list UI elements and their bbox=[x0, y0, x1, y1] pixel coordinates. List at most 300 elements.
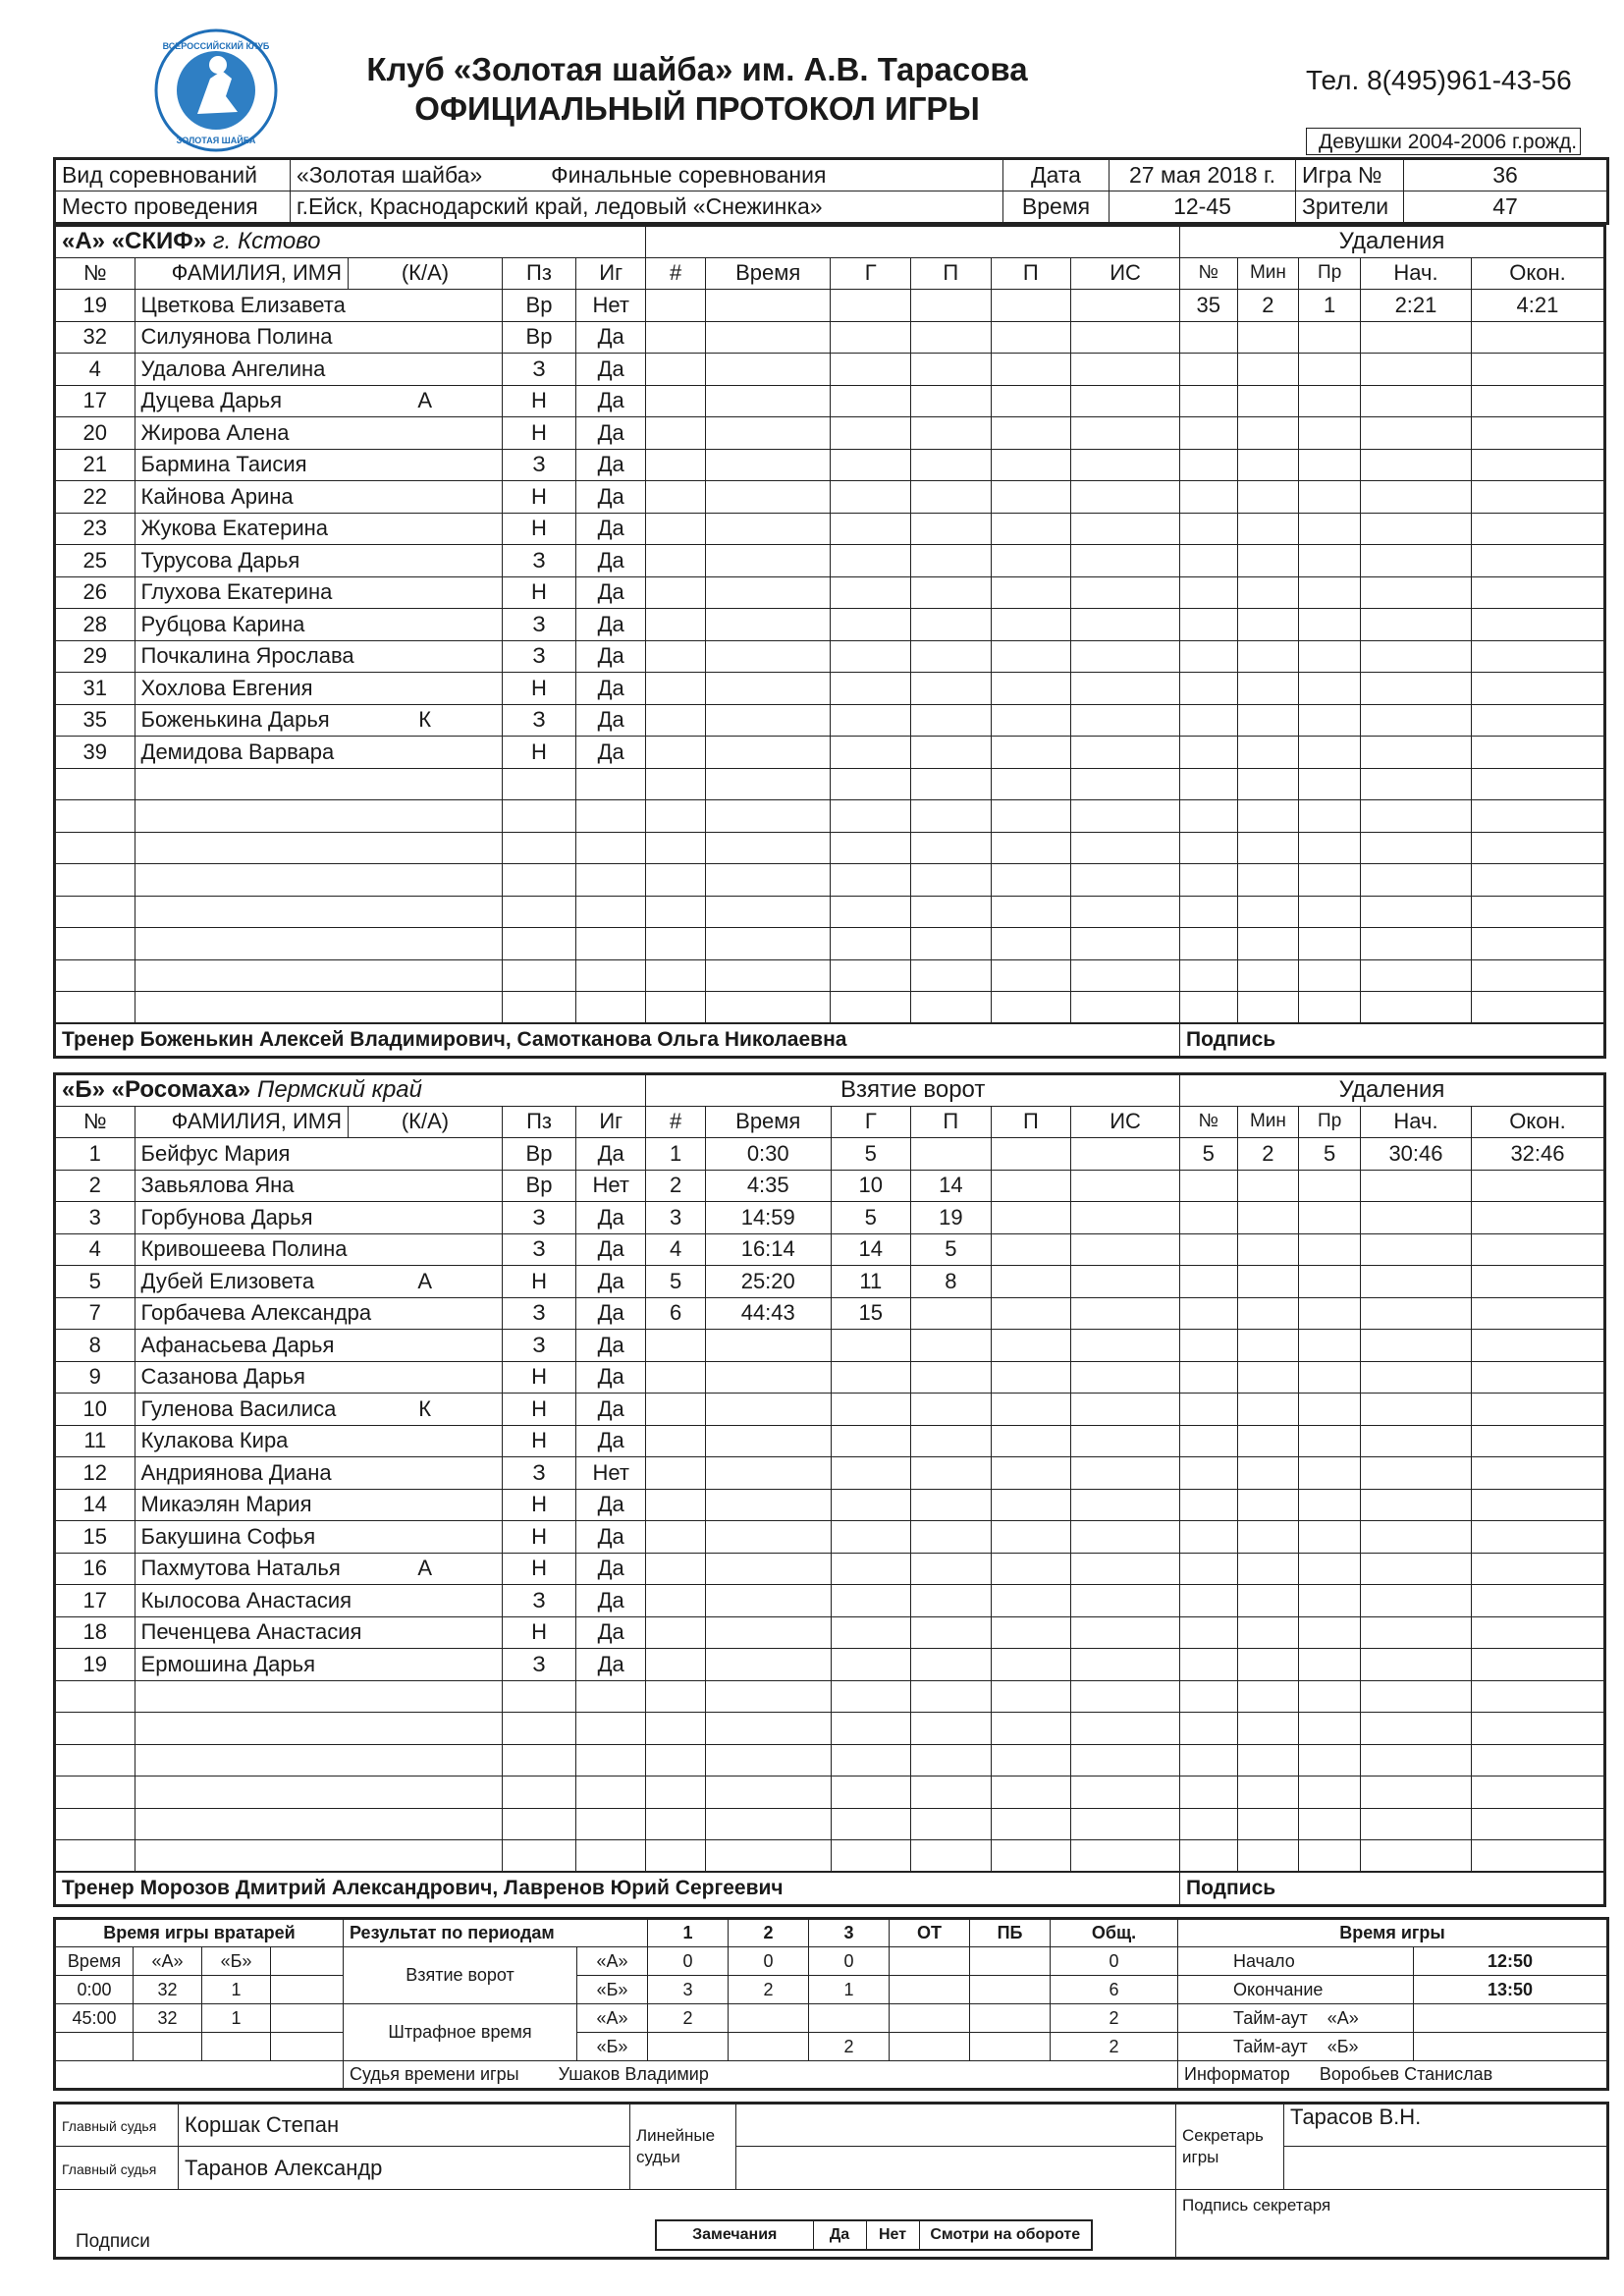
club-title: Клуб «Золотая шайба» им. А.В. Тарасова bbox=[366, 51, 1028, 87]
player-name: Глухова Екатерина bbox=[135, 576, 348, 609]
player-position: Н bbox=[502, 737, 575, 769]
document-title: ОФИЦИАЛЬНЫЙ ПРОТОКОЛ ИГРЫ bbox=[414, 90, 980, 127]
player-role bbox=[349, 290, 503, 322]
pen-a-p3 bbox=[809, 2004, 890, 2033]
team_a-col-pz: Пз bbox=[502, 257, 575, 290]
goals-b-ot bbox=[890, 1976, 970, 2004]
player-played: Да bbox=[576, 640, 646, 673]
team_b-col-no: № bbox=[55, 1106, 135, 1138]
team_b-col-pen-min: Мин bbox=[1237, 1106, 1299, 1138]
player-number: 4 bbox=[55, 354, 135, 386]
pen-b-label: «Б» bbox=[577, 2033, 648, 2061]
player-position: Н bbox=[502, 1361, 575, 1394]
goal-g: 5 bbox=[831, 1138, 911, 1171]
main-judge-2-name: Таранов Александр bbox=[179, 2147, 630, 2190]
player-role bbox=[349, 1521, 503, 1554]
player-number: 22 bbox=[55, 481, 135, 514]
pen-a-ot bbox=[890, 2004, 970, 2033]
player-name: Кулакова Кира bbox=[135, 1425, 348, 1457]
team_b-penalties-title: Удаления bbox=[1180, 1074, 1605, 1107]
game-info-table bbox=[53, 157, 1609, 225]
goals-a-p1: 0 bbox=[648, 1947, 729, 1976]
goal-is bbox=[1071, 1233, 1180, 1266]
remarks-yes[interactable]: Да bbox=[813, 2220, 866, 2250]
penalty-pr: 1 bbox=[1299, 290, 1361, 322]
player-played: Да bbox=[576, 1138, 646, 1171]
player-role bbox=[349, 1202, 503, 1234]
player-played: Да bbox=[576, 513, 646, 545]
player-name: Андриянова Диана bbox=[135, 1457, 348, 1490]
overtime-header: ОТ bbox=[890, 1919, 970, 1947]
remarks-no[interactable]: Нет bbox=[866, 2220, 919, 2250]
player-role: К bbox=[349, 704, 503, 737]
time-value: 12-45 bbox=[1110, 191, 1296, 224]
player-role bbox=[349, 1233, 503, 1266]
team_a-col-pen-min: Мин bbox=[1237, 257, 1299, 290]
player-played: Да bbox=[576, 609, 646, 641]
player-name: Ермошина Дарья bbox=[135, 1649, 348, 1681]
player-role bbox=[349, 449, 503, 481]
player-played: Да bbox=[576, 1233, 646, 1266]
team_b-col-p1: П bbox=[911, 1106, 992, 1138]
goal-p1: 19 bbox=[911, 1202, 992, 1234]
player-number: 26 bbox=[55, 576, 135, 609]
player-position: Н bbox=[502, 481, 575, 514]
spectators-value: 47 bbox=[1404, 191, 1608, 224]
team_a-coach-names: Боженькин Алексей Владимирович, Самотканова Ольга Николаевна bbox=[139, 1027, 847, 1051]
goals-b-so bbox=[970, 1976, 1051, 2004]
team_b-coach-label: Тренер bbox=[62, 1876, 135, 1899]
goal-p1: 5 bbox=[911, 1233, 992, 1266]
timeout-b-label: Тайм-аут «Б» bbox=[1178, 2033, 1414, 2061]
player-name: Горбунова Дарья bbox=[135, 1202, 348, 1234]
player-name: Бейфус Мария bbox=[135, 1138, 348, 1171]
gk-row-2-a: 32 bbox=[134, 2004, 202, 2033]
player-position: З bbox=[502, 1585, 575, 1617]
player-name: Жукова Екатерина bbox=[135, 513, 348, 545]
club-logo bbox=[153, 27, 279, 153]
player-role: А bbox=[349, 1266, 503, 1298]
goals-b-p2: 2 bbox=[729, 1976, 809, 2004]
player-role bbox=[349, 513, 503, 545]
player-position: З bbox=[502, 609, 575, 641]
player-played: Да bbox=[576, 1616, 646, 1649]
player-number: 5 bbox=[55, 1266, 135, 1298]
player-played: Да bbox=[576, 354, 646, 386]
goal-p1: 8 bbox=[911, 1266, 992, 1298]
gk-row-1-a: 32 bbox=[134, 1976, 202, 2004]
total-header: Общ. bbox=[1051, 1919, 1178, 1947]
venue-label: Место проведения bbox=[55, 191, 291, 224]
penalty-time-label: Штрафное время bbox=[344, 2004, 577, 2061]
player-name: Кылосова Анастасия bbox=[135, 1585, 348, 1617]
venue-value: г.Ейск, Краснодарский край, ледовый «Снежинка» bbox=[291, 191, 1003, 224]
team_a-col-pen-start: Нач. bbox=[1361, 257, 1472, 290]
player-position: З bbox=[502, 1649, 575, 1681]
player-position: Н bbox=[502, 417, 575, 450]
goal-no: 1 bbox=[646, 1138, 706, 1171]
player-position: З bbox=[502, 1233, 575, 1266]
player-role bbox=[349, 1616, 503, 1649]
player-role bbox=[349, 481, 503, 514]
goal-g: 5 bbox=[831, 1202, 911, 1234]
gk-b-header: «Б» bbox=[202, 1947, 271, 1976]
player-played: Нет bbox=[576, 1457, 646, 1490]
player-played: Нет bbox=[576, 1170, 646, 1202]
team_a-sign-label: Подпись bbox=[1180, 1023, 1605, 1057]
player-role bbox=[349, 576, 503, 609]
player-role bbox=[349, 1361, 503, 1394]
main-judge-1-label: Главный судья bbox=[55, 2104, 179, 2147]
player-position: Н bbox=[502, 1394, 575, 1426]
player-number: 31 bbox=[55, 673, 135, 705]
player-name: Горбачева Александра bbox=[135, 1297, 348, 1330]
time-label: Время bbox=[1003, 191, 1110, 224]
team_b-coach-names: Морозов Дмитрий Александрович, Лавренов Юрий Сергеевич bbox=[139, 1876, 784, 1899]
player-role: К bbox=[349, 1394, 503, 1426]
player-played: Да bbox=[576, 576, 646, 609]
goal-time: 4:35 bbox=[705, 1170, 831, 1202]
player-role bbox=[349, 1330, 503, 1362]
goal-p2 bbox=[991, 1266, 1071, 1298]
player-name: Кривошеева Полина bbox=[135, 1233, 348, 1266]
secretary-label: Секретарь игры bbox=[1176, 2104, 1284, 2190]
summary-table bbox=[53, 1917, 1609, 2091]
goal-no: 5 bbox=[646, 1266, 706, 1298]
player-role bbox=[349, 1649, 503, 1681]
pen-a-p1: 2 bbox=[648, 2004, 729, 2033]
team_a-col-p2: П bbox=[991, 257, 1071, 290]
player-number: 7 bbox=[55, 1297, 135, 1330]
player-name: Почкалина Ярослава bbox=[135, 640, 348, 673]
team-b-table bbox=[53, 1072, 1606, 1907]
team_b-col-p2: П bbox=[991, 1106, 1071, 1138]
game-number-value: 36 bbox=[1404, 159, 1608, 191]
player-role bbox=[349, 1585, 503, 1617]
officials-table bbox=[53, 2102, 1609, 2260]
player-position: З bbox=[502, 1457, 575, 1490]
player-name: Дуцева Дарья bbox=[135, 385, 348, 417]
goal-p2 bbox=[991, 1138, 1071, 1171]
player-position: Н bbox=[502, 513, 575, 545]
team_a-col-is: ИС bbox=[1071, 257, 1180, 290]
goals-b-total: 6 bbox=[1051, 1976, 1178, 2004]
penalty-no: 5 bbox=[1180, 1138, 1238, 1171]
pen-b-p1 bbox=[648, 2033, 729, 2061]
start-label: Начало bbox=[1178, 1947, 1414, 1976]
player-position: Н bbox=[502, 1553, 575, 1585]
informer-label: Информатор bbox=[1184, 2064, 1290, 2084]
signatures-label: Подписи bbox=[76, 2231, 150, 2252]
player-position: Н bbox=[502, 673, 575, 705]
team_a-goals-title bbox=[646, 226, 1180, 258]
player-played: Да bbox=[576, 1489, 646, 1521]
penalty-min: 2 bbox=[1237, 1138, 1299, 1171]
team_a-col-pen-pr: Пр bbox=[1299, 257, 1361, 290]
player-played: Да bbox=[576, 321, 646, 354]
player-number: 25 bbox=[55, 545, 135, 577]
player-role bbox=[349, 1457, 503, 1490]
team_b-goals-title: Взятие ворот bbox=[646, 1074, 1180, 1107]
main-judge-1-name: Коршак Степан bbox=[179, 2104, 630, 2147]
team_b-col-g: Г bbox=[831, 1106, 911, 1138]
team_a-col-no: № bbox=[55, 257, 135, 290]
penalty-end: 32:46 bbox=[1471, 1138, 1604, 1171]
gk-row-2-time: 45:00 bbox=[55, 2004, 134, 2033]
player-played: Нет bbox=[576, 290, 646, 322]
player-name: Боженькина Дарья bbox=[135, 704, 348, 737]
penalty-no: 35 bbox=[1180, 290, 1238, 322]
goal-p1 bbox=[911, 1297, 992, 1330]
team_b-coach-row bbox=[55, 1872, 1180, 1905]
team_b-col-pen-start: Нач. bbox=[1361, 1106, 1472, 1138]
goalkeeper-time-title: Время игры вратарей bbox=[55, 1919, 344, 1947]
player-position: Н bbox=[502, 1425, 575, 1457]
main-judge-2-label: Главный судья bbox=[55, 2147, 179, 2190]
team_a-col-g: Г bbox=[831, 257, 911, 290]
team_a-col-ig: Иг bbox=[576, 257, 646, 290]
goals-a-so bbox=[970, 1947, 1051, 1976]
penalty-pr: 5 bbox=[1299, 1138, 1361, 1171]
player-name: Бармина Таисия bbox=[135, 449, 348, 481]
player-played: Да bbox=[576, 1266, 646, 1298]
player-position: Н bbox=[502, 576, 575, 609]
player-role bbox=[349, 673, 503, 705]
goal-no: 6 bbox=[646, 1297, 706, 1330]
player-number: 17 bbox=[55, 385, 135, 417]
team_b-title bbox=[55, 1074, 646, 1107]
player-played: Да bbox=[576, 417, 646, 450]
end-label: Окончание bbox=[1178, 1976, 1414, 2004]
team_b-city: Пермский край bbox=[256, 1076, 422, 1104]
player-number: 2 bbox=[55, 1170, 135, 1202]
gk-time-header: Время bbox=[55, 1947, 134, 1976]
player-role bbox=[349, 609, 503, 641]
team_a-col-ka: (К/А) bbox=[349, 257, 503, 290]
gk-row-2-b: 1 bbox=[202, 2004, 271, 2033]
goals-a-p2: 0 bbox=[729, 1947, 809, 1976]
goal-is bbox=[1071, 1202, 1180, 1234]
player-role bbox=[349, 545, 503, 577]
player-number: 23 bbox=[55, 513, 135, 545]
player-played: Да bbox=[576, 1361, 646, 1394]
team_a-col-time: Время bbox=[705, 257, 831, 290]
goal-g: 15 bbox=[831, 1297, 911, 1330]
team_b-col-time: Время bbox=[705, 1106, 831, 1138]
player-played: Да bbox=[576, 1521, 646, 1554]
player-position: З bbox=[502, 1202, 575, 1234]
player-role bbox=[349, 1297, 503, 1330]
period-result-title: Результат по периодам bbox=[344, 1919, 648, 1947]
secretary-signature-label: Подпись секретаря bbox=[1176, 2190, 1608, 2259]
team_b-letter: «Б» bbox=[62, 1076, 105, 1104]
informer-row bbox=[1178, 2061, 1608, 2090]
goal-is bbox=[1071, 1297, 1180, 1330]
player-played: Да bbox=[576, 1202, 646, 1234]
remarks-box bbox=[655, 2219, 1093, 2251]
goal-is bbox=[1071, 1138, 1180, 1171]
secretary-name: Тарасов В.Н. bbox=[1284, 2104, 1608, 2147]
judges-row bbox=[344, 2061, 1178, 2090]
player-role: А bbox=[349, 385, 503, 417]
player-number: 29 bbox=[55, 640, 135, 673]
team_a-name: «СКИФ» bbox=[111, 228, 207, 255]
player-name: Микаэлян Мария bbox=[135, 1489, 348, 1521]
goals-b-p1: 3 bbox=[648, 1976, 729, 2004]
spectators-label: Зрители bbox=[1296, 191, 1404, 224]
player-role bbox=[349, 737, 503, 769]
team_b-col-pen-pr: Пр bbox=[1299, 1106, 1361, 1138]
player-position: Н bbox=[502, 1616, 575, 1649]
period-3-header: 3 bbox=[809, 1919, 890, 1947]
player-role bbox=[349, 640, 503, 673]
pen-b-total: 2 bbox=[1051, 2033, 1178, 2061]
team_a-col-p1: П bbox=[911, 257, 992, 290]
goal-time: 0:30 bbox=[705, 1138, 831, 1171]
player-name: Демидова Варвара bbox=[135, 737, 348, 769]
team_a-coach-label: Тренер bbox=[62, 1027, 135, 1051]
player-number: 3 bbox=[55, 1202, 135, 1234]
player-name: Жирова Алена bbox=[135, 417, 348, 450]
player-played: Да bbox=[576, 1330, 646, 1362]
goals-a-label: «А» bbox=[577, 1947, 648, 1976]
player-role bbox=[349, 417, 503, 450]
player-name: Хохлова Евгения bbox=[135, 673, 348, 705]
player-name: Силуянова Полина bbox=[135, 321, 348, 354]
pen-b-so bbox=[970, 2033, 1051, 2061]
svg-text:ЗОЛОТАЯ ШАЙБА: ЗОЛОТАЯ ШАЙБА bbox=[176, 136, 256, 145]
player-position: З bbox=[502, 1330, 575, 1362]
team_a-col-hash: # bbox=[646, 257, 706, 290]
player-number: 8 bbox=[55, 1330, 135, 1362]
player-role bbox=[349, 1170, 503, 1202]
time-judge-name: Ушаков Владимир bbox=[558, 2064, 709, 2084]
team_b-col-name: ФАМИЛИЯ, ИМЯ bbox=[135, 1106, 348, 1138]
end-value: 13:50 bbox=[1414, 1976, 1608, 2004]
player-name: Гуленова Василиса bbox=[135, 1394, 348, 1426]
goal-is bbox=[1071, 1266, 1180, 1298]
goal-g: 11 bbox=[831, 1266, 911, 1298]
goal-time: 14:59 bbox=[705, 1202, 831, 1234]
informer-name: Воробьев Станислав bbox=[1319, 2064, 1493, 2084]
player-name: Завьялова Яна bbox=[135, 1170, 348, 1202]
player-position: З bbox=[502, 354, 575, 386]
player-position: Н bbox=[502, 1521, 575, 1554]
player-name: Кайнова Арина bbox=[135, 481, 348, 514]
player-name: Турусова Дарья bbox=[135, 545, 348, 577]
player-number: 1 bbox=[55, 1138, 135, 1171]
player-role bbox=[349, 1138, 503, 1171]
start-value: 12:50 bbox=[1414, 1947, 1608, 1976]
player-name: Дубей Елизовета bbox=[135, 1266, 348, 1298]
goals-label: Взятие ворот bbox=[344, 1947, 577, 2004]
player-number: 20 bbox=[55, 417, 135, 450]
pen-a-so bbox=[970, 2004, 1051, 2033]
gk-row-1-time: 0:00 bbox=[55, 1976, 134, 2004]
timeout-a-label: Тайм-аут «А» bbox=[1178, 2004, 1414, 2033]
player-played: Да bbox=[576, 1297, 646, 1330]
player-position: З bbox=[502, 545, 575, 577]
penalty-start: 30:46 bbox=[1361, 1138, 1472, 1171]
player-name: Удалова Ангелина bbox=[135, 354, 348, 386]
player-number: 18 bbox=[55, 1616, 135, 1649]
player-role bbox=[349, 1425, 503, 1457]
team-a-table bbox=[53, 224, 1606, 1059]
player-number: 35 bbox=[55, 704, 135, 737]
pen-a-label: «А» bbox=[577, 2004, 648, 2033]
player-played: Да bbox=[576, 1425, 646, 1457]
team_a-letter: «А» bbox=[62, 228, 106, 255]
player-number: 39 bbox=[55, 737, 135, 769]
player-role bbox=[349, 321, 503, 354]
goal-p1 bbox=[911, 1138, 992, 1171]
player-position: Н bbox=[502, 385, 575, 417]
goal-p2 bbox=[991, 1202, 1071, 1234]
player-position: Вр bbox=[502, 290, 575, 322]
remarks-label: Замечания bbox=[656, 2220, 813, 2250]
player-number: 12 bbox=[55, 1457, 135, 1490]
goal-g: 14 bbox=[831, 1233, 911, 1266]
team_a-coach-row bbox=[55, 1023, 1180, 1057]
player-played: Да bbox=[576, 481, 646, 514]
game-time-title: Время игры bbox=[1178, 1919, 1608, 1947]
player-number: 28 bbox=[55, 609, 135, 641]
player-played: Да bbox=[576, 449, 646, 481]
team_a-title bbox=[55, 226, 646, 258]
player-position: З bbox=[502, 1297, 575, 1330]
player-position: Вр bbox=[502, 321, 575, 354]
goal-p2 bbox=[991, 1297, 1071, 1330]
game-number-label: Игра № bbox=[1296, 159, 1404, 191]
competition-value: «Золотая шайба» Финальные соревнования bbox=[291, 159, 1003, 191]
svg-text:ВСЕРОССИЙСКИЙ КЛУБ: ВСЕРОССИЙСКИЙ КЛУБ bbox=[162, 41, 270, 51]
player-position: З bbox=[502, 704, 575, 737]
team_b-col-ka: (К/А) bbox=[349, 1106, 503, 1138]
pen-b-ot bbox=[890, 2033, 970, 2061]
pen-a-p2 bbox=[729, 2004, 809, 2033]
player-number: 14 bbox=[55, 1489, 135, 1521]
pen-b-p3: 2 bbox=[809, 2033, 890, 2061]
pen-b-p2 bbox=[729, 2033, 809, 2061]
player-played: Да bbox=[576, 385, 646, 417]
player-played: Да bbox=[576, 704, 646, 737]
team_b-col-pen-no: № bbox=[1180, 1106, 1238, 1138]
goals-b-p3: 1 bbox=[809, 1976, 890, 2004]
player-position: З bbox=[502, 640, 575, 673]
player-position: З bbox=[502, 449, 575, 481]
team_b-name: «Росомаха» bbox=[111, 1076, 251, 1104]
remarks-see-back[interactable]: Смотри на обороте bbox=[919, 2220, 1092, 2250]
pen-a-total: 2 bbox=[1051, 2004, 1178, 2033]
player-role: А bbox=[349, 1553, 503, 1585]
age-category: Девушки 2004-2006 г.рожд. bbox=[1306, 128, 1581, 155]
player-name: Рубцова Карина bbox=[135, 609, 348, 641]
player-number: 10 bbox=[55, 1394, 135, 1426]
player-number: 4 bbox=[55, 1233, 135, 1266]
player-number: 15 bbox=[55, 1521, 135, 1554]
player-name: Печенцева Анастасия bbox=[135, 1616, 348, 1649]
team_a-penalties-title: Удаления bbox=[1180, 226, 1605, 258]
goal-is bbox=[1071, 1170, 1180, 1202]
competition-label: Вид соревнований bbox=[55, 159, 291, 191]
penalty-end: 4:21 bbox=[1471, 290, 1604, 322]
player-number: 19 bbox=[55, 290, 135, 322]
goals-a-ot bbox=[890, 1947, 970, 1976]
time-judge-label: Судья времени игры bbox=[350, 2064, 519, 2084]
player-played: Да bbox=[576, 1553, 646, 1585]
goal-no: 3 bbox=[646, 1202, 706, 1234]
team_a-col-pen-end: Окон. bbox=[1471, 257, 1604, 290]
